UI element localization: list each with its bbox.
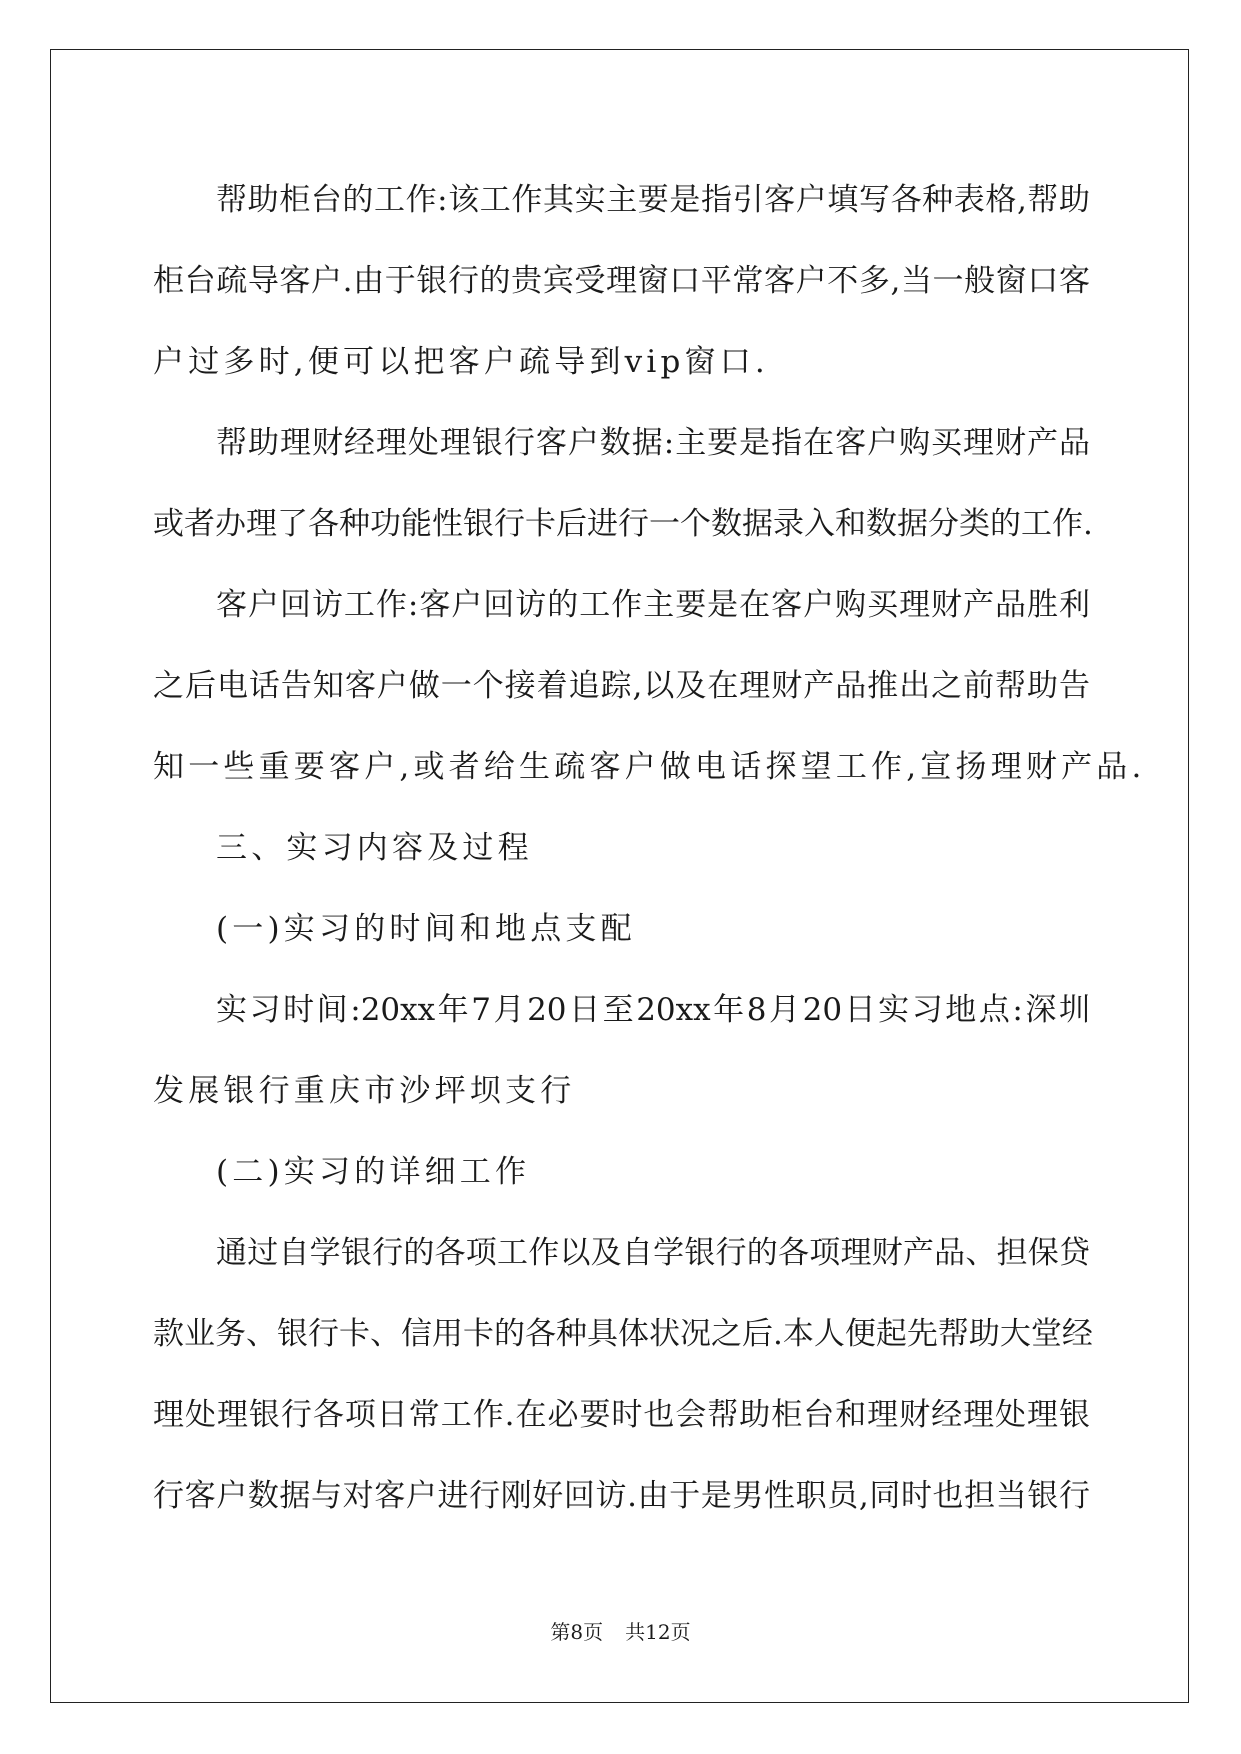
text-line: 柜台疏导客户.由于银行的贵宾受理窗口平常客户不多,当一般窗口客	[153, 263, 1090, 299]
text-line: 理处理银行各项日常工作.在必要时也会帮助柜台和理财经理处理银	[153, 1397, 1090, 1433]
text-line: 通过自学银行的各项工作以及自学银行的各项理财产品、担保贷	[216, 1235, 1090, 1271]
text-line: 客户回访工作:客户回访的工作主要是在客户购买理财产品胜利	[216, 587, 1090, 623]
text-line: 户过多时,便可以把客户疏导到vip窗口.	[153, 344, 769, 380]
text-line: 实习时间:20xx年7月20日至20xx年8月20日实习地点:深圳	[216, 992, 1090, 1028]
text-line: 帮助理财经理处理银行客户数据:主要是指在客户购买理财产品	[216, 425, 1090, 461]
text-line: 行客户数据与对客户进行刚好回访.由于是男性职员,同时也担当银行	[153, 1478, 1090, 1514]
page-number: 第8页	[550, 1620, 604, 1644]
text-line: 之后电话告知客户做一个接着追踪,以及在理财产品推出之前帮助告	[153, 668, 1090, 704]
text-line: 帮助柜台的工作:该工作其实主要是指引客户填写各种表格,帮助	[216, 182, 1090, 218]
text-line: 发展银行重庆市沙坪坝支行	[153, 1073, 576, 1109]
subsection-heading: (一)实习的时间和地点支配	[216, 911, 636, 947]
text-line: 或者办理了各种功能性银行卡后进行一个数据录入和数据分类的工作.	[153, 506, 1093, 542]
document-body	[153, 160, 1146, 1537]
text-line: 知一些重要客户,或者给生疏客户做电话探望工作,宣扬理财产品.	[153, 749, 1146, 785]
subsection-heading: (二)实习的详细工作	[216, 1154, 531, 1190]
text-line: 款业务、银行卡、信用卡的各种具体状况之后.本人便起先帮助大堂经	[153, 1316, 1093, 1352]
section-heading: 三、实习内容及过程	[216, 830, 533, 866]
page-total: 共12页	[625, 1620, 691, 1644]
page-footer	[0, 1618, 1241, 1646]
